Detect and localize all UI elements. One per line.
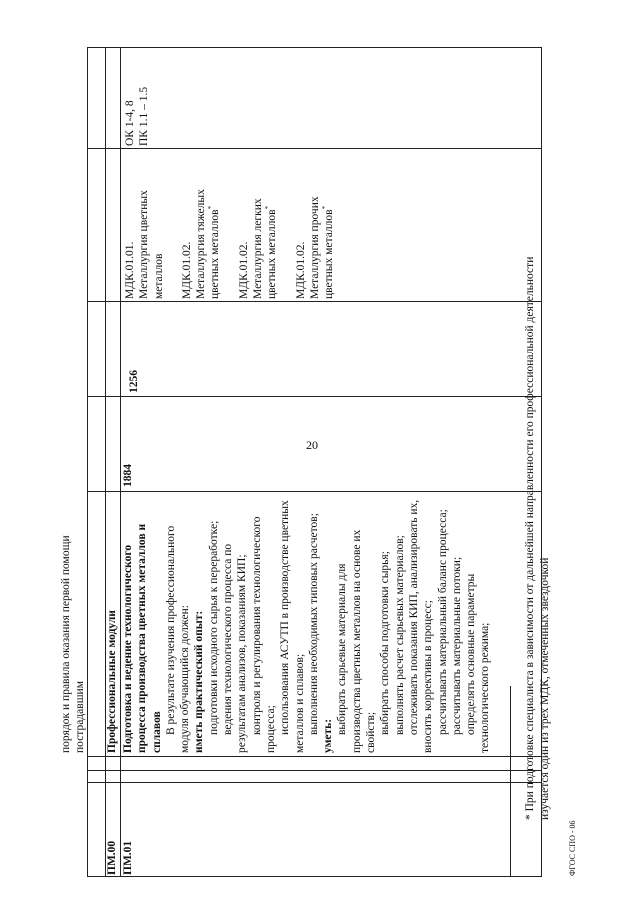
competency: ПК 1.1 – 1.5	[138, 86, 151, 146]
page-number: 20	[306, 438, 318, 452]
row-code: ПМ.00	[106, 840, 118, 875]
description-line: выбирать сырьевые материалы для	[336, 563, 349, 735]
text-line: порядок и правила оказания первой помощи	[60, 535, 72, 753]
description-line: выбирать способы подготовки сырья;	[379, 551, 392, 735]
row-title: Профессиональные модули	[106, 610, 118, 753]
text-line: пострадавшим	[74, 681, 87, 753]
course-entry	[294, 151, 337, 299]
course-code: МДК.01.02.	[294, 241, 307, 299]
course-code: МДК.01.01.	[124, 241, 136, 299]
course-name: Металлургия тяжелых	[195, 189, 208, 299]
course-name: Металлургия прочих	[308, 196, 321, 299]
description-line: процесса производства цветных металлов и	[136, 523, 149, 753]
description-line: выполнения необходимых типовых расчетов;	[307, 513, 320, 735]
course-name: Металлургия легких	[252, 198, 265, 299]
footnote-rule	[510, 686, 511, 876]
description-line: рассчитывать материальные потоки;	[450, 556, 463, 735]
footnote-star: *	[264, 205, 273, 210]
table-border-left	[87, 876, 542, 877]
module-description	[121, 493, 493, 753]
description-line: отслеживать показания КИП, анализировать их,	[407, 499, 420, 735]
course-entry	[180, 151, 223, 299]
description-line: Подготовка и ведение технологического	[122, 544, 134, 753]
table-rule	[87, 301, 542, 302]
max-load-value: 1884	[122, 464, 134, 487]
description-line: свойств;	[365, 711, 378, 753]
footnote-star: *	[321, 205, 330, 210]
description-line: сплавов	[150, 711, 163, 753]
description-line: модуля обучающийся должен:	[179, 605, 192, 753]
footnote-text: При подготовке специалиста в зависимости от дальнейшей направленности его профессиональной деятельности изучается один из трех МДК, отмеченных звездочкой	[524, 256, 551, 820]
description-line: определять основные параметры	[465, 573, 478, 735]
footnote	[523, 220, 552, 820]
description-line: выполнять расчет сырьевых материалов;	[393, 535, 406, 735]
course-name: цветных металлов*	[207, 205, 222, 299]
course-list	[123, 151, 337, 299]
competency: ОК 1-4, 8	[124, 100, 136, 146]
description-line: ведения технологического процесса по	[222, 543, 235, 735]
table-rule	[87, 396, 542, 397]
description-line: производства цветных металлов на основе их	[350, 529, 363, 753]
course-name: цветных металлов*	[264, 205, 279, 299]
description-line: рассчитывать материальный баланс процесса;	[436, 509, 449, 735]
description-line: уметь:	[322, 718, 335, 753]
description-line: технологического режима;	[479, 622, 492, 753]
curriculum-table	[60, 47, 542, 877]
description-line: металлов и сплавов;	[293, 653, 306, 753]
course-entry	[123, 151, 166, 299]
footnote-star: *	[207, 205, 216, 210]
description-line: процесса;	[264, 705, 277, 753]
description-line: подготовки исходного сырья к переработке;	[207, 520, 220, 735]
description-line: В результате изучения профессионального	[164, 525, 177, 735]
table-rule	[87, 148, 542, 149]
course-name: цветных металлов*	[321, 205, 336, 299]
description-line: контроля и регулирования технологического	[250, 516, 263, 735]
table-rule	[87, 491, 542, 492]
footnote-marker: *	[524, 814, 536, 820]
standard-stamp: ФГОС СПО - 06	[568, 820, 577, 876]
first-aid-text	[59, 498, 88, 753]
course-code: МДК.01.02.	[180, 241, 193, 299]
table-border-right	[87, 47, 542, 48]
description-line: иметь практический опыт:	[193, 610, 206, 753]
table-rule	[87, 770, 542, 771]
description-line: вносить коррективы в процесс;	[422, 600, 435, 753]
competency-list	[123, 51, 152, 146]
table-rule	[87, 756, 542, 757]
course-entry	[237, 151, 280, 299]
table-rule	[87, 782, 542, 783]
description-line: использования АСУТП в производстве цветных	[279, 500, 292, 735]
course-code: МДК.01.02.	[237, 241, 250, 299]
row-code: ПМ.01	[122, 840, 134, 875]
mandatory-hours-value: 1256	[128, 370, 140, 393]
description-line: результатам анализов, показаниям КИП;	[236, 554, 249, 753]
course-name: Металлургия цветных	[138, 190, 151, 299]
course-name: металлов	[152, 253, 165, 299]
